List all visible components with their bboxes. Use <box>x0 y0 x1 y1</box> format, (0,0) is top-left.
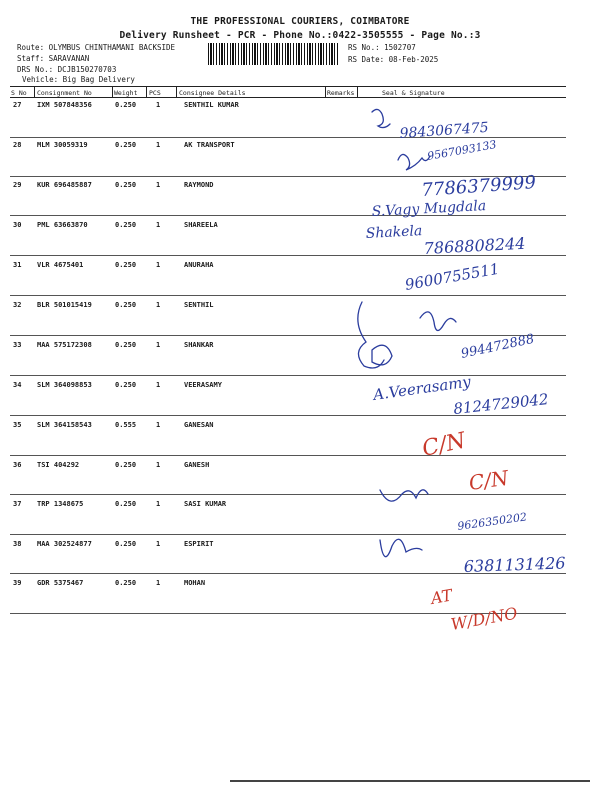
row-weight: 0.250 <box>115 540 137 548</box>
phone-row27: 9843067475 <box>399 119 490 142</box>
phone-row31: 9600755511 <box>403 259 501 294</box>
row-weight: 0.250 <box>115 301 137 309</box>
row-consignment: PML 63663870 <box>37 221 88 229</box>
phone-row33: 994472888 <box>459 331 536 362</box>
row-consignee: MOHAN <box>184 579 206 587</box>
rs-number: RS No.: 1502707 <box>348 43 416 52</box>
row-consignment: VLR 4675401 <box>37 261 84 269</box>
row-consignee: SENTHIL KUMAR <box>184 101 239 109</box>
note-row39-line1: AT <box>429 585 454 608</box>
row-weight: 0.250 <box>115 261 137 269</box>
row-weight: 0.250 <box>115 579 137 587</box>
row-sno: 37 <box>13 500 22 508</box>
note-row39-line2: W/D/NO <box>449 603 519 634</box>
signature-row32 <box>358 302 384 368</box>
row-consignee: SENTHIL <box>184 301 214 309</box>
signature-row28 <box>398 154 430 170</box>
signature-row37 <box>380 490 428 501</box>
row-weight: 0.250 <box>115 221 137 229</box>
row-sno: 28 <box>13 141 22 149</box>
phone-row38: 6381131426 <box>463 553 566 576</box>
row-weight: 0.250 <box>115 461 137 469</box>
row-pcs: 1 <box>156 579 161 587</box>
row-consignee: AK TRANSPORT <box>184 141 235 149</box>
name-row29: S.Vagy Mugdala <box>371 198 487 220</box>
row-consignee: RAYMOND <box>184 181 214 189</box>
row-consignment: MLM 30059319 <box>37 141 88 149</box>
signature-scribbles <box>358 109 456 556</box>
phone-row28: 9567093133 <box>426 137 498 163</box>
row-consignee: SASI KUMAR <box>184 500 227 508</box>
row-sno: 31 <box>13 261 22 269</box>
vehicle-label: Vehicle: Big Bag Delivery <box>22 75 135 84</box>
row-sno: 29 <box>13 181 22 189</box>
row-pcs: 1 <box>156 381 161 389</box>
handwritten-text <box>365 120 566 576</box>
col-header-pcs: PCS <box>149 89 161 97</box>
row-consignment: KUR 696485887 <box>37 181 92 189</box>
col-header-sno: S No <box>11 89 27 97</box>
row-consignee: ANURAHA <box>184 261 214 269</box>
row-sno: 32 <box>13 301 22 309</box>
row-sno: 30 <box>13 221 22 229</box>
col-header-signature: Seal & Signature <box>382 89 445 97</box>
phone-row30: 7868808244 <box>423 233 526 258</box>
row-sno: 35 <box>13 421 22 429</box>
row-consignment: SLM 364098853 <box>37 381 92 389</box>
col-header-weight: Weight <box>114 89 138 97</box>
row-consignment: GDR 5375467 <box>37 579 84 587</box>
rs-date: RS Date: 08-Feb-2025 <box>348 55 439 64</box>
row-weight: 0.250 <box>115 181 137 189</box>
row-consignment: TRP 1348675 <box>37 500 84 508</box>
row-pcs: 1 <box>156 181 161 189</box>
signature-row33-circle <box>372 345 392 365</box>
phone-row29: 7786379999 <box>420 172 537 201</box>
signature-row38 <box>380 539 422 556</box>
col-header-consignment: Consignment No <box>37 89 92 97</box>
row-sno: 39 <box>13 579 22 587</box>
row-sno: 27 <box>13 101 22 109</box>
row-pcs: 1 <box>156 500 161 508</box>
name-row30: Shakela <box>365 223 423 242</box>
row-weight: 0.250 <box>115 101 137 109</box>
row-pcs: 1 <box>156 101 161 109</box>
phone-row37: 9626350202 <box>456 510 528 533</box>
row-consignment: IXM 507848356 <box>37 101 92 109</box>
row-pcs: 1 <box>156 461 161 469</box>
phone-row34: 8124729042 <box>452 390 550 418</box>
row-consignment: TSI 404292 <box>37 461 80 469</box>
row-weight: 0.250 <box>115 381 137 389</box>
row-pcs: 1 <box>156 301 161 309</box>
row-consignment: BLR 501015419 <box>37 301 92 309</box>
row-consignee: SHAREELA <box>184 221 218 229</box>
drs-label: DRS No.: DCJB150270703 <box>17 65 117 74</box>
row-weight: 0.555 <box>115 421 137 429</box>
row-consignee: ESPIRIT <box>184 540 214 548</box>
row-sno: 34 <box>13 381 22 389</box>
note-row37: C/N <box>467 465 510 495</box>
signature-row33 <box>420 312 456 331</box>
row-sno: 38 <box>13 540 22 548</box>
name-row34: A.Veerasamy <box>372 372 472 404</box>
row-consignment: MAA 302524877 <box>37 540 92 548</box>
staff-label: Staff: SARAVANAN <box>17 54 90 63</box>
runsheet-subtitle: Delivery Runsheet - PCR - Phone No.:0422-3505555 - Page No.:3 <box>119 30 481 41</box>
row-pcs: 1 <box>156 540 161 548</box>
row-consignee: VEERASAMY <box>184 381 222 389</box>
row-pcs: 1 <box>156 421 161 429</box>
row-pcs: 1 <box>156 341 161 349</box>
row-consignee: GANESH <box>184 461 210 469</box>
row-consignment: SLM 364158543 <box>37 421 92 429</box>
signature-row27 <box>372 109 390 127</box>
route-label: Route: OLYMBUS CHINTHAMANI BACKSIDE <box>17 43 176 52</box>
row-consignment: MAA 575172308 <box>37 341 92 349</box>
row-weight: 0.250 <box>115 141 137 149</box>
row-weight: 0.250 <box>115 341 137 349</box>
col-header-remarks: Remarks <box>327 89 355 97</box>
row-pcs: 1 <box>156 141 161 149</box>
scan-edge-line <box>230 780 590 782</box>
row-sno: 36 <box>13 461 22 469</box>
col-header-consignee: Consignee Details <box>179 89 246 97</box>
row-consignee: GANESAN <box>184 421 214 429</box>
row-pcs: 1 <box>156 261 161 269</box>
row-weight: 0.250 <box>115 500 137 508</box>
row-consignee: SHANKAR <box>184 341 214 349</box>
note-row35: C/N <box>420 428 468 462</box>
runsheet-title: THE PROFESSIONAL COURIERS, COIMBATORE <box>190 16 410 27</box>
row-sno: 33 <box>13 341 22 349</box>
row-pcs: 1 <box>156 221 161 229</box>
